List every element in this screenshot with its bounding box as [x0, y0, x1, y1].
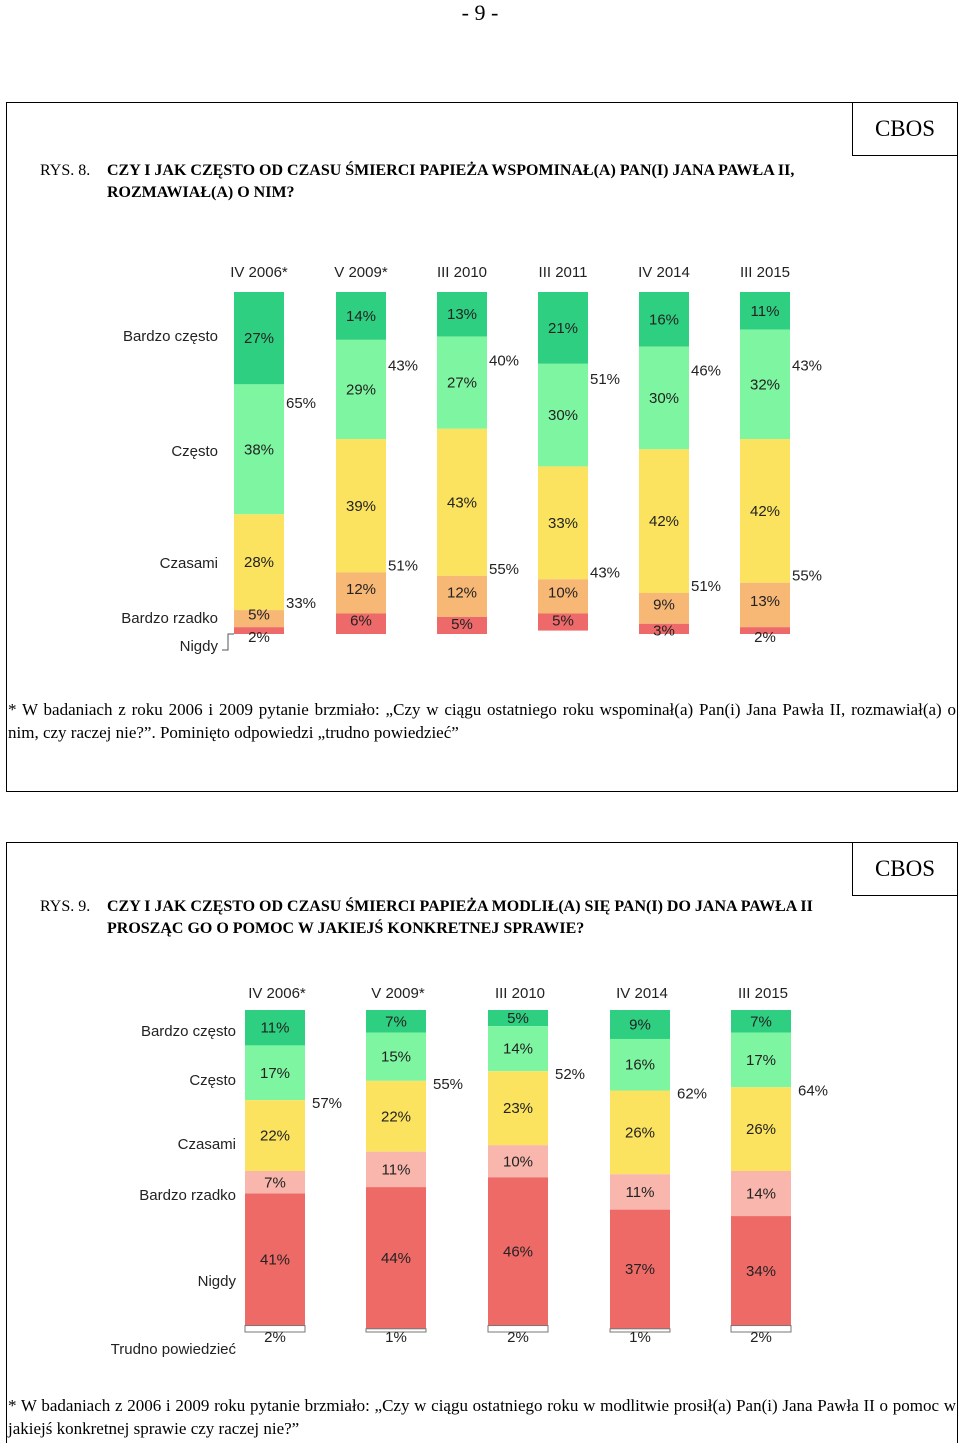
value-label: 2%: [750, 1329, 772, 1346]
figure-2-footnote: * W badaniach z 2006 i 2009 roku pytanie brzmiało: „Czy w ciągu ostatniego roku w modlitwie prosił(a) Pan(i) Jana Pawła II o pomoc w jakiejś konkretnej sprawie czy raczej nie?”: [8, 1396, 956, 1438]
page-number: - 9 -: [461, 0, 499, 25]
legend-bardzo-czesto: Bardzo często: [140, 1023, 236, 1040]
value-label: 5%: [451, 615, 473, 633]
value-label: 22%: [259, 1127, 291, 1145]
value-label: 11%: [381, 1161, 411, 1179]
category-label: III 2011: [538, 264, 588, 281]
value-label: 5%: [248, 606, 270, 624]
legend-bardzo-rzadko: Bardzo rzadko: [121, 610, 218, 627]
total-label: 65%: [285, 395, 317, 413]
value-label: 26%: [745, 1121, 777, 1139]
legend-czasami: Czasami: [159, 555, 218, 572]
value-label: 38%: [243, 441, 275, 459]
value-label: 16%: [648, 311, 680, 329]
total-label: 43%: [791, 357, 823, 375]
value-label: 10%: [502, 1153, 534, 1171]
total-label: 43%: [387, 357, 419, 375]
total-label: 55%: [791, 567, 823, 585]
value-label: 12%: [345, 580, 377, 598]
category-label: III 2010: [494, 985, 546, 1002]
category-label: III 2015: [739, 264, 791, 281]
legend-czesto: Często: [189, 1072, 236, 1089]
value-label: 7%: [750, 1013, 772, 1031]
value-label: 9%: [653, 596, 675, 614]
value-label: 30%: [547, 407, 579, 425]
value-label: 44%: [380, 1249, 412, 1267]
legend-bardzo-rzadko: Bardzo rzadko: [139, 1187, 236, 1204]
figure-1-footnote: * W badaniach z roku 2006 i 2009 pytanie brzmiało: „Czy w ciągu ostatniego roku wspominał(a) Pan(i) Jana Pawła II, rozmawiał(a) o nim, czy raczej nie?”. Pominięto odpowiedzi „trudno powiedzieć”: [8, 700, 956, 742]
value-label: 27%: [446, 374, 478, 392]
value-label: 2%: [507, 1329, 529, 1346]
total-label: 43%: [589, 564, 621, 582]
cbos-logo-2: CBOS: [852, 842, 958, 896]
cbos-logo: CBOS: [852, 102, 958, 156]
value-label: 7%: [264, 1174, 286, 1192]
total-label: 64%: [797, 1082, 829, 1100]
value-label: 41%: [259, 1251, 291, 1269]
value-label: 7%: [385, 1013, 407, 1031]
total-label: 51%: [387, 557, 419, 575]
value-label: 15%: [380, 1048, 412, 1066]
total-label: 51%: [589, 371, 621, 389]
value-label: 1%: [385, 1329, 407, 1346]
value-label: 29%: [345, 381, 377, 399]
total-label: 46%: [690, 362, 722, 380]
value-label: 46%: [502, 1243, 534, 1261]
value-label: 30%: [648, 390, 680, 408]
total-label: 33%: [285, 595, 317, 613]
value-label: 14%: [345, 307, 377, 325]
value-label: 33%: [547, 514, 579, 532]
value-label: 3%: [653, 622, 675, 640]
value-label: 2%: [248, 629, 270, 646]
total-label: 57%: [311, 1095, 343, 1113]
category-label: III 2015: [737, 985, 789, 1002]
value-label: 13%: [749, 592, 781, 610]
total-label: 52%: [554, 1066, 586, 1084]
figure-1-number: RYS. 8.: [40, 162, 91, 179]
value-label: 5%: [507, 1010, 529, 1028]
value-label: 39%: [345, 497, 377, 515]
category-label: IV 2006*: [248, 985, 306, 1002]
value-label: 23%: [502, 1100, 534, 1118]
legend-nigdy: Nigdy: [197, 1273, 236, 1290]
value-label: 2%: [264, 1329, 286, 1346]
value-label: 2%: [754, 629, 776, 646]
category-label: V 2009*: [371, 985, 425, 1002]
figure-2-title: [107, 896, 827, 940]
value-label: 10%: [547, 584, 579, 602]
value-label: 11%: [260, 1019, 290, 1037]
value-label: 14%: [502, 1040, 534, 1058]
legend-leader-line: [222, 634, 234, 650]
legend-czesto: Często: [171, 443, 218, 460]
legend-czasami: Czasami: [177, 1136, 236, 1153]
value-label: 9%: [629, 1016, 651, 1034]
value-label: 27%: [243, 330, 275, 348]
value-label: 11%: [750, 302, 780, 320]
value-label: 32%: [749, 376, 781, 394]
category-label: IV 2014: [616, 985, 668, 1002]
value-label: 1%: [629, 1329, 651, 1346]
value-label: 16%: [624, 1056, 656, 1074]
figure-1-title: [107, 160, 797, 204]
legend-bardzo-czesto: Bardzo często: [122, 328, 218, 345]
value-label: 42%: [749, 502, 781, 520]
figure-2-title-text: CZY I JAK CZĘSTO OD CZASU ŚMIERCI PAPIEŻA MODLIŁ(A) SIĘ PAN(I) DO JANA PAWŁA II PROSZĄC GO O POMOC W JAKIEJŚ KONKRETNEJ SPRAWIE?: [107, 898, 813, 937]
value-label: 14%: [745, 1185, 777, 1203]
value-label: 28%: [243, 554, 275, 572]
value-label: 37%: [624, 1261, 656, 1279]
value-label: 12%: [446, 584, 478, 602]
chart-1: [0, 250, 960, 690]
value-label: 17%: [259, 1064, 291, 1082]
value-label: 11%: [625, 1183, 655, 1201]
value-label: 26%: [624, 1124, 656, 1142]
value-label: 5%: [552, 612, 574, 630]
total-label: 62%: [676, 1085, 708, 1103]
total-label: 55%: [432, 1075, 464, 1093]
total-label: 51%: [690, 577, 722, 595]
value-label: 13%: [446, 306, 478, 324]
value-label: 42%: [648, 513, 680, 531]
value-label: 17%: [745, 1051, 777, 1069]
category-label: V 2009*: [334, 264, 388, 281]
category-label: III 2010: [436, 264, 488, 281]
value-label: 22%: [380, 1108, 412, 1126]
value-label: 43%: [446, 494, 478, 512]
category-label: IV 2006*: [230, 264, 288, 281]
category-label: IV 2014: [638, 264, 690, 281]
figure-1-title-text: CZY I JAK CZĘSTO OD CZASU ŚMIERCI PAPIEŻA WSPOMINAŁ(A) PAN(I) JANA PAWŁA II, ROZMAWIAŁ(A) O NIM?: [107, 162, 795, 201]
legend-trudno-powiedziec: Trudno powiedzieć: [110, 1341, 236, 1358]
figure-2-number: RYS. 9.: [40, 898, 91, 915]
chart-2: [0, 970, 960, 1370]
total-label: 55%: [488, 560, 520, 578]
value-label: 6%: [350, 612, 372, 630]
value-label: 21%: [547, 319, 579, 337]
legend-nigdy: Nigdy: [179, 638, 218, 655]
total-label: 40%: [488, 352, 520, 370]
value-label: 34%: [745, 1262, 777, 1280]
